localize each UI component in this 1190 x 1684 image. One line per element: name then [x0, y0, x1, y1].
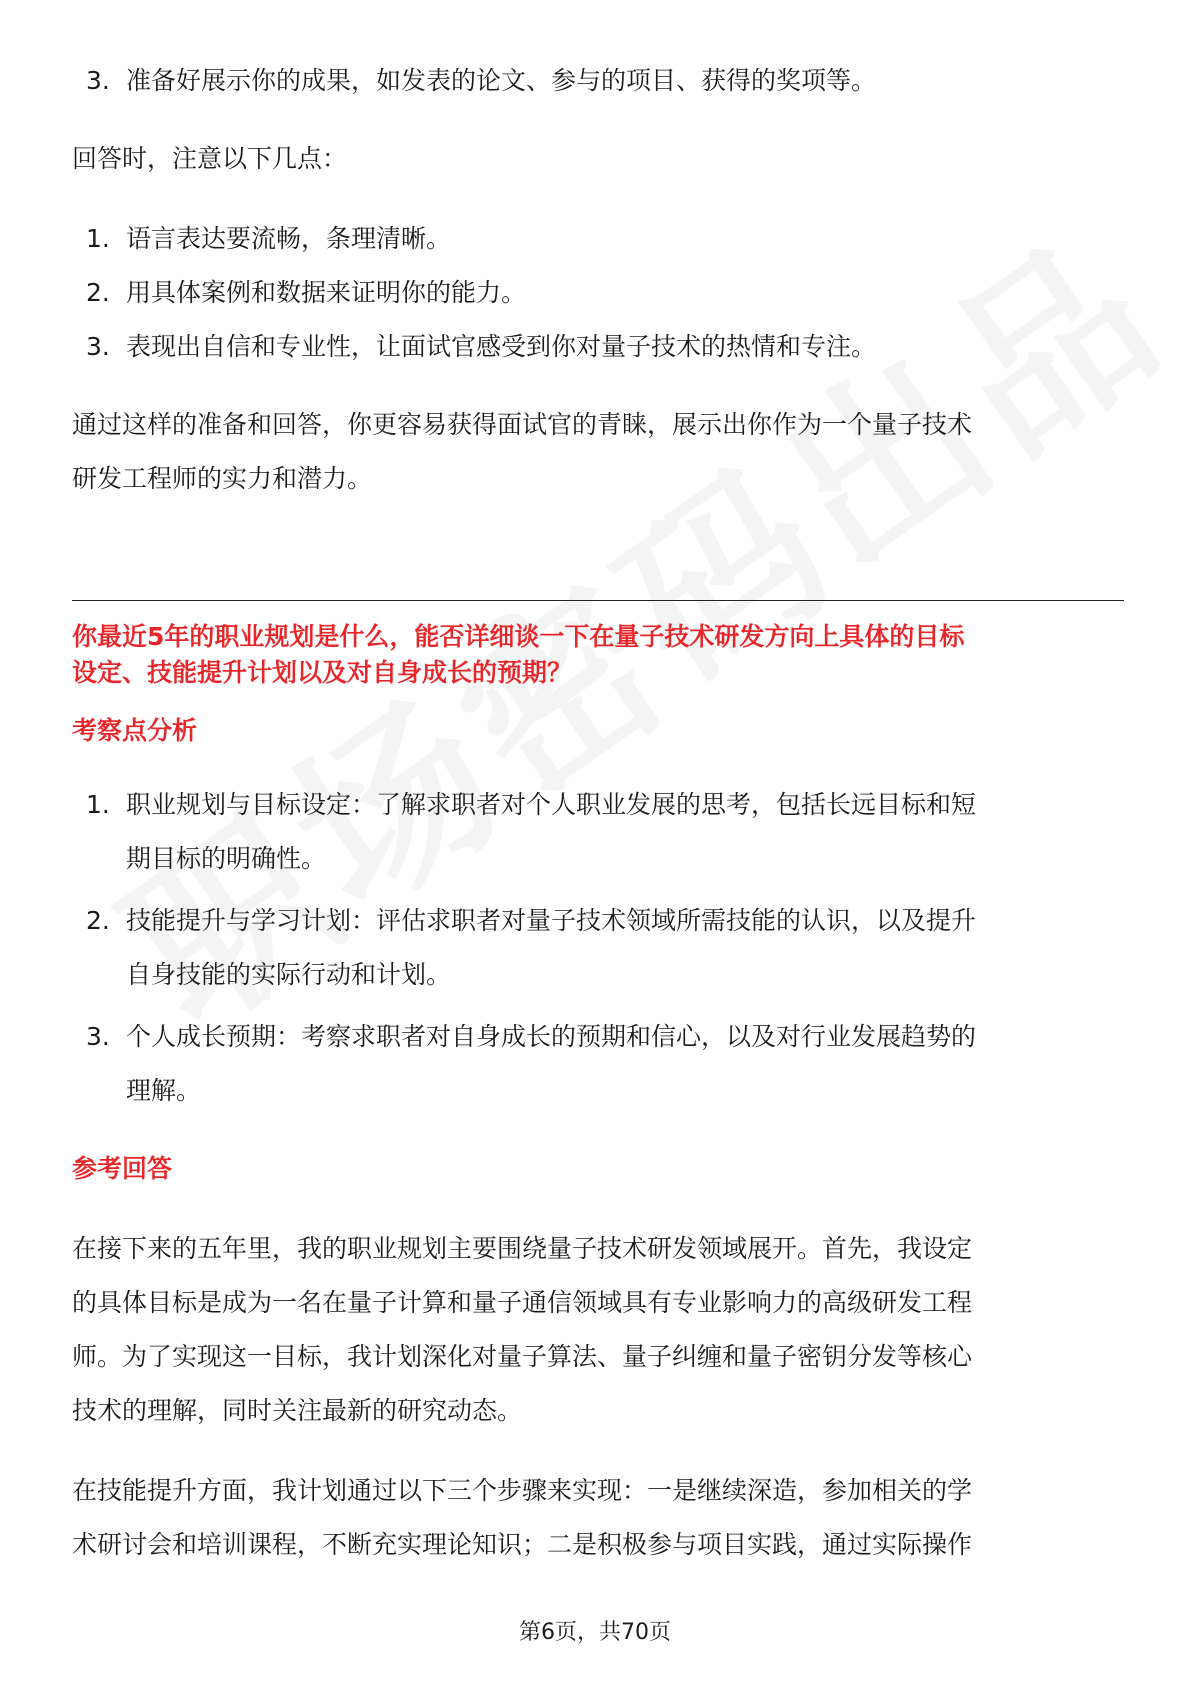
reference-heading: 参考回答 — [72, 1154, 173, 1183]
analysis-heading: 考察点分析 — [72, 716, 198, 745]
list-number: 3. — [86, 332, 110, 361]
list-number: 3. — [86, 1022, 110, 1051]
list-item — [86, 222, 451, 256]
paragraph-line: 术研讨会和培训课程，不断充实理论知识；二是积极参与项目实践，通过实际操作 — [72, 1530, 973, 1559]
paragraph-line: 通过这样的准备和回答，你更容易获得面试官的青睐，展示出你作为一个量子技术 — [72, 410, 973, 439]
list-text: 表现出自信和专业性，让面试官感受到你对量子技术的热情和专注。 — [126, 332, 877, 361]
list-item — [86, 788, 976, 822]
list-number: 3. — [86, 66, 110, 95]
section-divider — [72, 600, 1124, 601]
list-text: 技能提升与学习计划：评估求职者对量子技术领域所需技能的认识，以及提升 — [126, 906, 977, 935]
list-text: 语言表达要流畅，条理清晰。 — [126, 224, 452, 253]
list-item — [86, 64, 876, 98]
paragraph-line: 在接下来的五年里，我的职业规划主要围绕量子技术研发领域展开。首先，我设定 — [72, 1234, 973, 1263]
list-item — [86, 904, 976, 938]
list-text: 职业规划与目标设定：了解求职者对个人职业发展的思考，包括长远目标和短 — [126, 790, 977, 819]
question-line: 设定、技能提升计划以及对自身成长的预期？ — [72, 658, 573, 687]
list-number: 1. — [86, 224, 110, 253]
list-item-continuation: 期目标的明确性。 — [126, 844, 327, 873]
list-number: 2. — [86, 906, 110, 935]
list-number: 2. — [86, 278, 110, 307]
list-text: 准备好展示你的成果，如发表的论文、参与的项目、获得的奖项等。 — [126, 66, 877, 95]
paragraph-line: 的具体目标是成为一名在量子计算和量子通信领域具有专业影响力的高级研发工程 — [72, 1288, 973, 1317]
list-item — [86, 276, 526, 310]
answer-tips-heading: 回答时，注意以下几点： — [72, 144, 348, 173]
list-item-continuation: 理解。 — [126, 1076, 202, 1105]
list-number: 1. — [86, 790, 110, 819]
paragraph-line: 师。为了实现这一目标，我计划深化对量子算法、量子纠缠和量子密钥分发等核心 — [72, 1342, 973, 1371]
page-footer: 第6页，共70页 — [519, 1620, 671, 1645]
paragraph-line: 研发工程师的实力和潜力。 — [72, 464, 373, 493]
list-item — [86, 1020, 976, 1054]
list-text: 个人成长预期：考察求职者对自身成长的预期和信心，以及对行业发展趋势的 — [126, 1022, 977, 1051]
list-item — [86, 330, 876, 364]
question-line: 你最近5年的职业规划是什么，能否详细谈一下在量子技术研发方向上具体的目标 — [72, 622, 965, 651]
list-text: 用具体案例和数据来证明你的能力。 — [126, 278, 527, 307]
list-item-continuation: 自身技能的实际行动和计划。 — [126, 960, 452, 989]
paragraph-line: 技术的理解，同时关注最新的研究动态。 — [72, 1396, 523, 1425]
paragraph-line: 在技能提升方面，我计划通过以下三个步骤来实现：一是继续深造，参加相关的学 — [72, 1476, 973, 1505]
